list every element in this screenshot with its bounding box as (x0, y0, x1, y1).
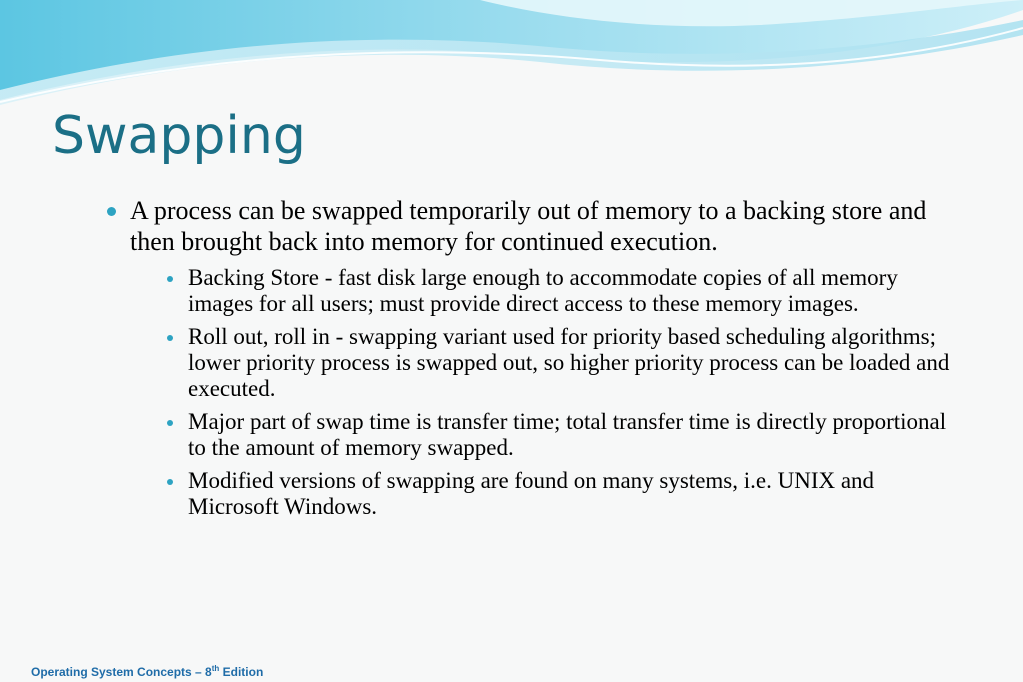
main-bullet (104, 195, 964, 257)
sub-bullet (162, 265, 964, 317)
sub-bullet (162, 324, 964, 402)
sub-bullet-text: Modified versions of swapping are found on many systems, i.e. UNIX and Microsoft Windows. (188, 468, 875, 519)
sub-bullet-list (104, 265, 964, 520)
sub-bullet-text: Major part of swap time is transfer time; total transfer time is directly proportional to the amount of memory swapped. (188, 409, 947, 460)
bullet-icon (167, 479, 173, 485)
sub-bullet (162, 409, 964, 461)
slide-content (104, 195, 964, 527)
footer-prefix: Operating System Concepts – 8 (31, 665, 212, 679)
footer-superscript: th (211, 664, 220, 673)
slide-title: Swapping (52, 106, 306, 166)
sub-bullet-text: Backing Store - fast disk large enough to accommodate copies of all memory images for all users; must provide direct access to these memory images. (188, 265, 898, 316)
main-bullet-text: A process can be swapped temporarily out of memory to a backing store and then brought back into memory for continued execution. (130, 196, 927, 256)
sub-bullet-text: Roll out, roll in - swapping variant used for priority based scheduling algorithms; lower priority process is swapped out, so higher priority process can be loaded and executed. (188, 324, 950, 401)
header-wave-decoration (0, 0, 1023, 110)
bullet-icon (107, 207, 116, 216)
footer-suffix: Edition (219, 665, 264, 679)
bullet-icon (167, 420, 173, 426)
bullet-icon (167, 276, 173, 282)
bullet-icon (167, 335, 173, 341)
sub-bullet (162, 468, 964, 520)
footer-text (31, 664, 263, 679)
